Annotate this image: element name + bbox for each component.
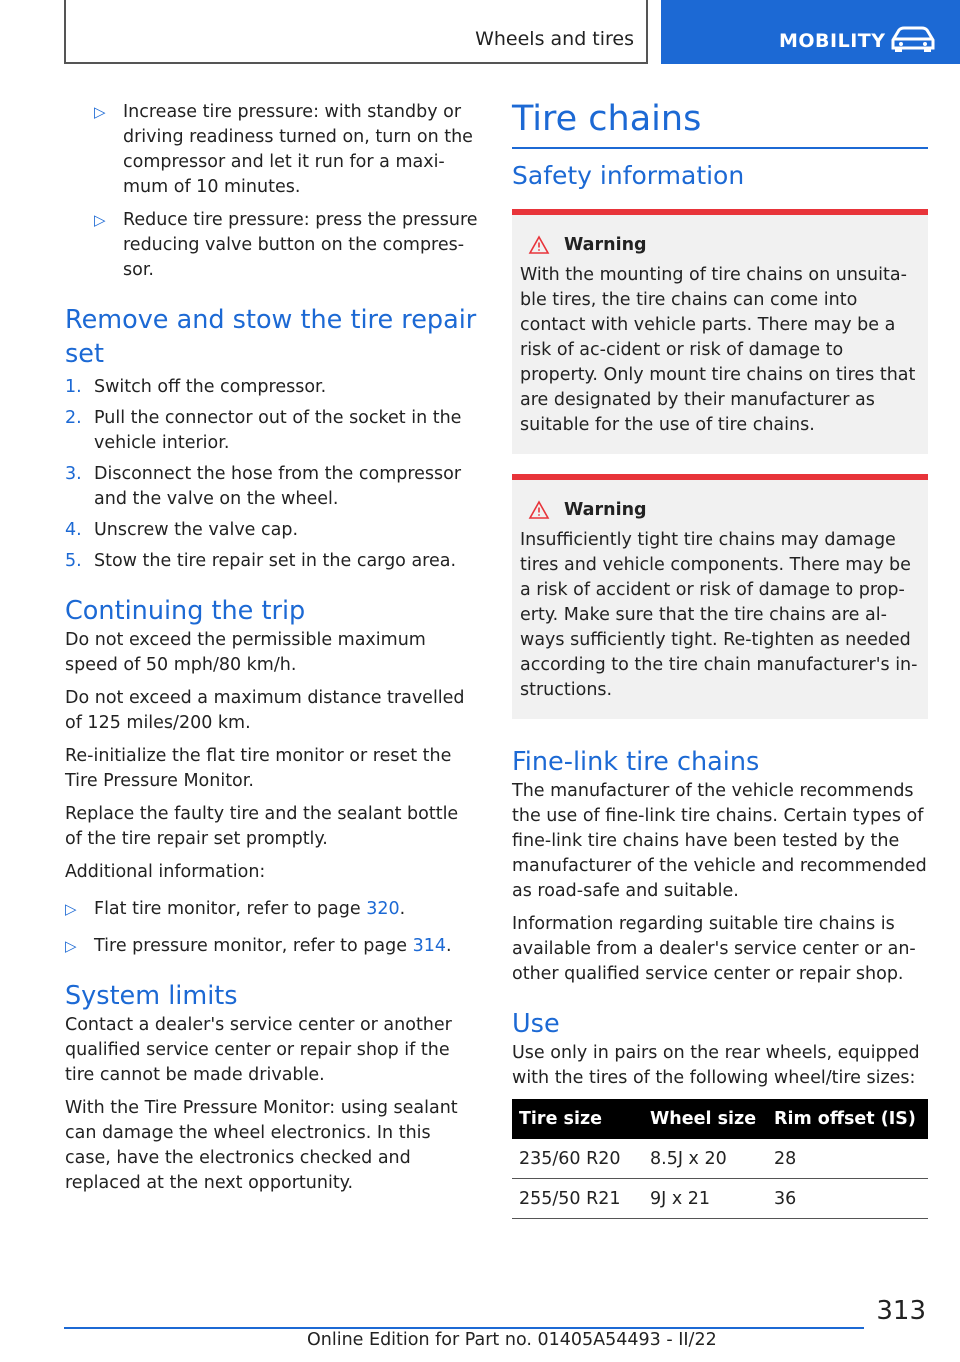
warning-title: Warning <box>564 235 647 255</box>
paragraph: Use only in pairs on the rear wheels, equipped with the tires of the following wheel/tire sizes: <box>512 1043 920 1088</box>
paragraph: Additional information: <box>65 862 266 882</box>
paragraph: Replace the faulty tire and the sealant bottle of the tire repair set promptly. <box>65 804 459 849</box>
chapter-title: MOBILITY <box>779 30 886 52</box>
table-cell: 8.5J x 20 <box>643 1139 767 1179</box>
warning-box <box>512 209 928 454</box>
column-header: Tire size <box>512 1099 643 1139</box>
list-item: 1. Switch off the compressor. <box>65 377 327 397</box>
footer-divider <box>64 1327 864 1329</box>
table-row <box>512 1139 928 1179</box>
header-section-box <box>64 0 648 64</box>
table-cell: 255/50 R21 <box>512 1179 643 1219</box>
warning-title: Warning <box>564 500 647 520</box>
paragraph: With the Tire Pressure Monitor: using sealant can damage the wheel electronics. In this case, have the electronics checked and replaced at the next opportunity. <box>65 1098 458 1193</box>
page-link-314[interactable]: 314 <box>412 936 446 956</box>
bullet-triangle-icon: ▷ <box>94 103 106 121</box>
paragraph: Re-initialize the flat tire monitor or reset the Tire Pressure Monitor. <box>65 746 452 791</box>
table-cell: 235/60 R20 <box>512 1139 643 1179</box>
warning-text: With the mounting of tire chains on unsuita-ble tires, the tire chains can come into contact with vehicle parts. There may be a risk of ac-cident or risk of damage to property. Only mount tire chains on tires that are designated by their manufacturer as suitable for the use of tire chains. <box>520 265 916 435</box>
section-title: Wheels and tires <box>475 28 634 50</box>
warning-triangle-icon <box>528 235 550 255</box>
table-header-row <box>512 1099 928 1139</box>
paragraph: Do not exceed a maximum distance travelled of 125 miles/200 km. <box>65 688 465 733</box>
table-cell: 28 <box>767 1139 928 1179</box>
bullet-triangle-icon: ▷ <box>65 900 77 918</box>
warning-triangle-icon <box>528 500 550 520</box>
tire-size-table <box>512 1099 928 1219</box>
bullet-triangle-icon: ▷ <box>94 211 106 229</box>
column-header: Wheel size <box>643 1099 767 1139</box>
list-item: ▷ Increase tire pressure: with standby or driving readiness turned on, turn on the compressor and let it run for a maxi-mum of 10 minutes. <box>94 102 473 197</box>
limits-heading: System limits <box>65 981 238 1011</box>
car-icon <box>889 26 937 52</box>
paragraph: Contact a dealer's service center or another qualified service center or repair shop if the tire cannot be made drivable. <box>65 1015 452 1085</box>
column-header: Rim offset (IS) <box>767 1099 928 1139</box>
page-title: Tire chains <box>512 99 702 139</box>
list-item: ▷ Tire pressure monitor, refer to page 314. <box>65 934 480 959</box>
list-item: ▷ Flat tire monitor, refer to page 320. <box>65 897 480 922</box>
list-item: 5. Stow the tire repair set in the cargo area. <box>65 551 457 571</box>
continuing-heading: Continuing the trip <box>65 596 306 626</box>
use-heading: Use <box>512 1009 560 1039</box>
title-divider <box>512 147 928 149</box>
list-item: 3. Disconnect the hose from the compressor and the valve on the wheel. <box>65 464 462 509</box>
page-number: 313 <box>876 1296 926 1326</box>
remove-heading: Remove and stow the tire repair set <box>65 305 477 369</box>
list-item: 4. Unscrew the valve cap. <box>65 520 299 540</box>
page-link-320[interactable]: 320 <box>366 899 400 919</box>
left-column <box>65 100 480 1204</box>
fine-link-heading: Fine-link tire chains <box>512 747 760 777</box>
header-chapter-box <box>661 0 960 64</box>
safety-heading: Safety information <box>512 161 745 190</box>
paragraph: Information regarding suitable tire chains is available from a dealer's service center or an-other qualified service center or repair shop. <box>512 914 916 984</box>
warning-box <box>512 474 928 719</box>
table-row <box>512 1179 928 1219</box>
list-item: 2. Pull the connector out of the socket in the vehicle interior. <box>65 408 462 453</box>
list-item: ▷ Reduce tire pressure: press the pressure reducing valve button on the compres-sor. <box>94 210 478 280</box>
right-column <box>512 96 928 1219</box>
table-cell: 9J x 21 <box>643 1179 767 1219</box>
table-cell: 36 <box>767 1179 928 1219</box>
paragraph: Do not exceed the permissible maximum speed of 50 mph/80 km/h. <box>65 630 426 675</box>
footer-edition: Online Edition for Part no. 01405A54493 - II/22 <box>307 1330 717 1350</box>
warning-text: Insufficiently tight tire chains may damage tires and vehicle components. There may be a risk of accident or risk of damage to prop-erty. Make sure that the tire chains are al-ways sufficiently tight. Re-tighten as needed according to the tire chain manufacturer's in-structions. <box>520 530 918 700</box>
bullet-triangle-icon: ▷ <box>65 937 77 955</box>
paragraph: The manufacturer of the vehicle recommends the use of fine-link tire chains. Certain types of fine-link tire chains have been tested by the manufacturer of the vehicle and recommended as road-safe and suitable. <box>512 781 927 901</box>
